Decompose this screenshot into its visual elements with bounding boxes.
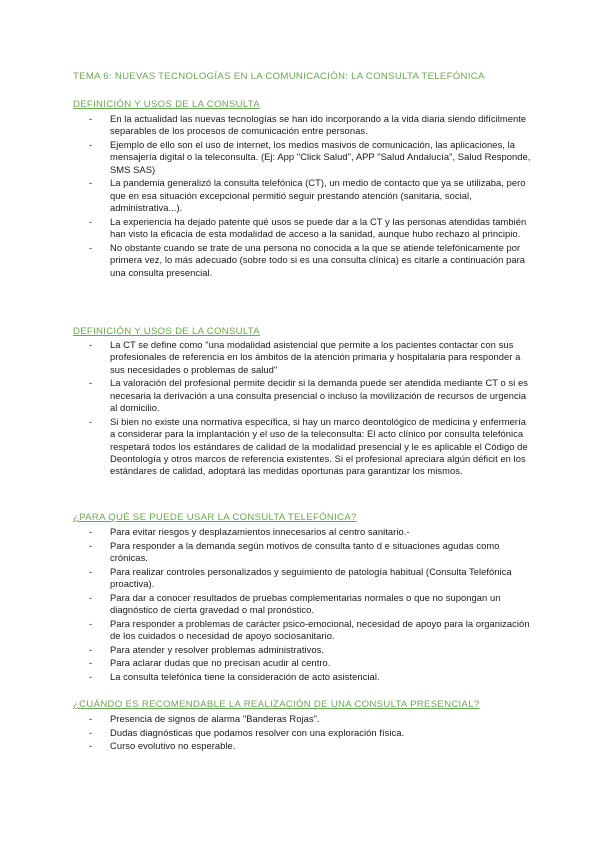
list-item: - La pandemia generalizó la consulta telefónica (CT), un medio de contacto que ya se utilizaba, pero que en esa situación excepcional permitió seguir prestando atención (sanitaria, social, administrativa...). xyxy=(89,177,526,214)
list-item: - Dudas diagnósticas que podamos resolver con una exploración física. xyxy=(89,726,405,738)
bullet-dash: - xyxy=(89,657,93,669)
bullet-dash: - xyxy=(89,726,93,738)
bullet-dash: - xyxy=(89,740,93,752)
list-item: - Para dar a conocer resultados de pruebas complementarias normales o que no supongan un diagnóstico de cierta gravedad o mal pronóstico. xyxy=(89,591,501,615)
bullet-dash: - xyxy=(89,113,93,124)
bullet-dash: - xyxy=(89,643,93,655)
page-title: TEMA 6: NUEVAS TECNOLOGÍAS EN LA COMUNICACIÓN: LA CONSULTA TELEFÓNICA xyxy=(73,71,485,82)
section-list-definicion-2 xyxy=(73,339,533,479)
list-item: - No obstante cuando se trate de una persona no conocida a la que se atiende telefónicamente por primera vez, lo más adecuado (sobre todo si es una consulta clínica) es citarle a continuación para una consulta presencial. xyxy=(89,241,526,278)
list-item: - Ejemplo de ello son el uso de internet, los medios masivos de comunicación, las aplicaciones, la mensajería digital o la teleconsulta. (Ej: App "Click Salud", APP "Salud Andalucía", Salud Responde, SMS SAS) xyxy=(89,139,531,175)
bullet-dash: - xyxy=(89,591,93,603)
bullet-dash: - xyxy=(89,215,93,227)
list-item: - Para atender y resolver problemas administrativos. xyxy=(89,643,325,655)
list-item: - Si bien no existe una normativa específica, si hay un marco deontológico de medicina y enfermería a considerar para la implantación y el uso de la teleconsulta: El acto clínico por consulta telefónica respetará todos los estándares de calidad de la modalidad presencial y le es aplicable el Código de Deontología y otros marcos de referencia existentes. Si el profesional apreciara algún déficit en los estándares de calidad, adoptará las medidas oportunas para garantizar los mismos. xyxy=(89,415,528,477)
section-heading-definicion: DEFINICIÓN Y USOS DE LA CONSULTA xyxy=(73,99,260,110)
bullet-dash: - xyxy=(89,415,93,427)
bullet-dash: - xyxy=(89,526,93,537)
section-list-cuando xyxy=(73,713,533,754)
bullet-dash: - xyxy=(89,241,93,253)
list-item: - Curso evolutivo no esperable. xyxy=(89,740,236,752)
list-item: - La CT se define como "una modalidad asistencial que permite a los pacientes contactar con sus profesionales de referencia en los ámbitos de la atención primaria y hospitalaria para responder a sus necesidades o problemas de salud" xyxy=(89,339,521,375)
bullet-dash: - xyxy=(89,139,93,150)
bullet-dash: - xyxy=(89,339,93,350)
bullet-dash: - xyxy=(89,670,93,682)
bullet-dash: - xyxy=(89,617,93,629)
list-item: - En la actualidad las nuevas tecnologías se han ido incorporando a la vida diaria siendo difícilmente separables de los procesos de comunicación entre personas. xyxy=(89,113,527,137)
list-item: - La consulta telefónica tiene la consideración de acto asistencial. xyxy=(89,670,380,682)
bullet-dash: - xyxy=(89,177,93,189)
section-heading-cuando: ¿CUÁNDO ES RECOMENDABLE LA REALIZACIÓN DE UNA CONSULTA PRESENCIAL? xyxy=(73,699,480,710)
bullet-dash: - xyxy=(89,565,93,577)
list-item: - La experiencia ha dejado patente qué usos se puede dar a la CT y las personas atendidas también han visto la eficacia de esta modalidad de acceso a la sanidad, aunque hubo rechazo al principio. xyxy=(89,215,527,240)
list-item: - Presencia de signos de alarma "Banderas Rojas". xyxy=(89,713,320,724)
list-item: - Para aclarar dudas que no precisan acudir al centro. xyxy=(89,657,331,669)
bullet-dash: - xyxy=(89,713,93,724)
section-heading-definicion-2: DEFINICIÓN Y USOS DE LA CONSULTA xyxy=(73,326,260,337)
section-heading-para-que: ¿PARA QUÉ SE PUEDE USAR LA CONSULTA TELEFÓNICA? xyxy=(73,512,357,523)
bullet-dash: - xyxy=(89,377,93,389)
section-list-definicion xyxy=(73,113,533,280)
list-item: - La valoración del profesional permite decidir si la demanda puede ser atendida mediante CT o si es necesaria la derivación a una consulta presencial o incluso la movilización de recursos de urgencia al domicilio. xyxy=(89,377,528,414)
bullet-dash: - xyxy=(89,539,93,551)
list-item: - Para responder a la demanda según motivos de consulta tanto d e situaciones agudas como crónicas. xyxy=(89,539,500,563)
section-list-para-que xyxy=(73,526,533,684)
list-item: - Para evitar riesgos y desplazamientos innecesarios al centro sanitario.- xyxy=(89,526,410,537)
list-item: - Para realizar controles personalizados y seguimiento de patología habitual (Consulta Telefónica proactiva). xyxy=(89,565,512,589)
list-item: - Para responder a problemas de carácter psico-emocional, necesidad de apoyo para la organización de los cuidados o necesidad de apoyo sociosanitario. xyxy=(89,617,530,641)
